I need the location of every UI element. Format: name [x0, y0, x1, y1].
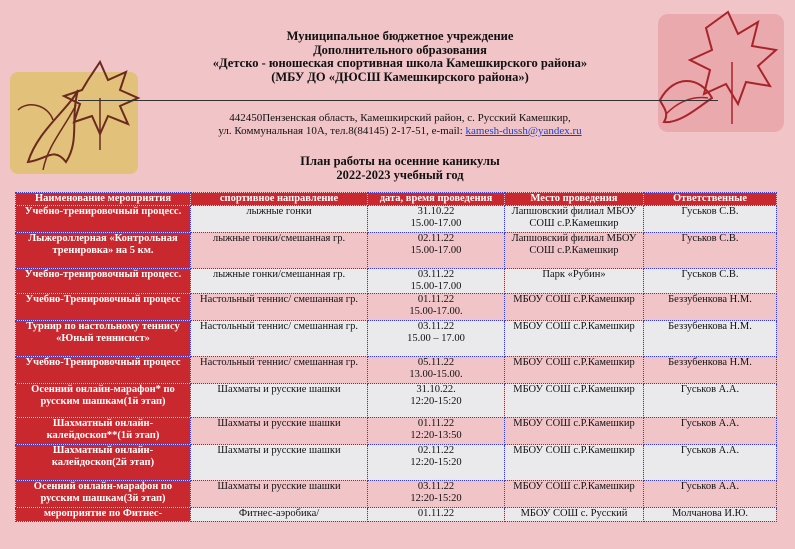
event-cell: Шахматный онлайн-калейдоскоп**(1й этап): [16, 418, 191, 445]
date-cell: [368, 321, 505, 357]
table-row: [16, 508, 777, 522]
date-cell: [368, 384, 505, 418]
event-cell: Осенний онлайн-марафон по русским шашкам(3й этап): [16, 481, 191, 508]
date-value: 03.11.22: [417, 321, 455, 332]
responsible-cell: Гуськов А.А.: [644, 384, 777, 418]
direction-cell: лыжные гонки: [191, 206, 368, 233]
plan-subtitle-line: 2022-2023 учебный год: [336, 167, 464, 182]
address-line-2-text: ул. Коммунальная 10А, тел.8(84145) 2-17-51, e-mail:: [218, 125, 466, 137]
address-line-2: [150, 125, 650, 138]
place-cell: Парк «Рубин»: [505, 269, 644, 294]
place-cell: МБОУ СОШ с.Р.Камешкир: [505, 481, 644, 508]
address-line-1: 442450Пензенская область, Камешкирский район, с. Русский Камешкир,: [229, 112, 571, 124]
time-value: 12:20-15:20: [410, 492, 462, 504]
place-cell: МБОУ СОШ с. Русский: [505, 508, 644, 522]
autumn-leaves-right-icon: [640, 4, 790, 139]
responsible-cell: Беззубенкова Н.М.: [644, 321, 777, 357]
date-cell: [368, 508, 505, 522]
responsible-cell: Беззубенкова Н.М.: [644, 294, 777, 321]
date-value: 01.11.22: [417, 294, 455, 305]
header-divider: [78, 100, 718, 101]
autumn-leaves-left-icon: [8, 50, 168, 180]
column-header-place: Место проведения: [505, 193, 644, 206]
direction-cell: Шахматы и русские шашки: [191, 481, 368, 508]
date-value: 02.11.22: [417, 445, 455, 456]
place-cell: МБОУ СОШ с.Р.Камешкир: [505, 445, 644, 481]
table-row: [16, 418, 777, 445]
responsible-cell: Гуськов С.В.: [644, 269, 777, 294]
date-cell: [368, 294, 505, 321]
place-cell: Лапшовский филиал МБОУ СОШ с.Р.Камешкир: [505, 233, 644, 269]
event-cell: Учебно-тренировочный процесс.: [16, 269, 191, 294]
time-value: 15.00 – 17.00: [407, 332, 465, 344]
date-value: 03.11.22: [417, 481, 455, 492]
table-row: [16, 294, 777, 321]
responsible-cell: Гуськов А.А.: [644, 445, 777, 481]
date-value: 05.11.22: [417, 357, 455, 368]
responsible-cell: Гуськов А.А.: [644, 481, 777, 508]
time-value: 15.00-17.00: [410, 280, 462, 292]
direction-cell: Настольный теннис/ смешанная гр.: [191, 357, 368, 384]
responsible-cell: Молчанова И.Ю.: [644, 508, 777, 522]
event-cell: мероприятие по Фитнес-: [16, 508, 191, 522]
table-header-row: [16, 193, 777, 206]
event-cell: Учебно-Тренировочный процесс: [16, 294, 191, 321]
header-line-1: Муниципальное бюджетное учреждение: [286, 29, 514, 43]
table-row: [16, 357, 777, 384]
event-cell: Учебно-Тренировочный процесс: [16, 357, 191, 384]
place-cell: МБОУ СОШ с.Р.Камешкир: [505, 321, 644, 357]
table-row: [16, 233, 777, 269]
time-value: 12:20-15:20: [410, 395, 462, 407]
date-cell: [368, 418, 505, 445]
direction-cell: Шахматы и русские шашки: [191, 384, 368, 418]
direction-cell: Шахматы и русские шашки: [191, 445, 368, 481]
responsible-cell: Гуськов С.В.: [644, 206, 777, 233]
date-cell: [368, 206, 505, 233]
table-row: [16, 206, 777, 233]
time-value: 12:20-13:50: [410, 429, 462, 441]
event-cell: Учебно-тренировочный процесс.: [16, 206, 191, 233]
date-value: 31.10.22: [417, 206, 455, 217]
address-block: [150, 112, 650, 138]
place-cell: МБОУ СОШ с.Р.Камешкир: [505, 384, 644, 418]
column-header-responsible: Ответственные: [644, 193, 777, 206]
institution-header: [170, 30, 630, 84]
table-row: [16, 321, 777, 357]
date-cell: [368, 481, 505, 508]
header-line-3: «Детско - юношеская спортивная школа Камешкирского района»: [212, 56, 588, 70]
column-header-event: Наименование мероприятия: [16, 193, 191, 206]
plan-title-line: План работы на осенние каникулы: [300, 154, 500, 168]
date-value: 01.11.22: [417, 508, 455, 519]
event-cell: Турнир по настольному теннису «Юный теннисист»: [16, 321, 191, 357]
date-value: 01.11.22: [417, 418, 455, 429]
direction-cell: Шахматы и русские шашки: [191, 418, 368, 445]
place-cell: МБОУ СОШ с.Р.Камешкир: [505, 418, 644, 445]
place-cell: МБОУ СОШ с.Р.Камешкир: [505, 357, 644, 384]
time-value: 15.00-17.00: [410, 217, 462, 229]
event-cell: Шахматный онлайн-калейдоскоп(2й этап): [16, 445, 191, 481]
direction-cell: Настольный теннис/ смешанная гр.: [191, 294, 368, 321]
plan-title: [200, 155, 600, 182]
direction-cell: лыжные гонки/смешанная гр.: [191, 233, 368, 269]
time-value: 13.00-15.00.: [409, 368, 463, 380]
event-cell: Лыжероллерная «Контрольная тренировка» на 5 км.: [16, 233, 191, 269]
place-cell: МБОУ СОШ с.Р.Камешкир: [505, 294, 644, 321]
column-header-direction: спортивное направление: [191, 193, 368, 206]
table-row: [16, 384, 777, 418]
time-value: 15.00-17.00: [410, 244, 462, 256]
header-line-4: (МБУ ДО «ДЮСШ Камешкирского района»): [271, 69, 529, 84]
responsible-cell: Беззубенкова Н.М.: [644, 357, 777, 384]
direction-cell: лыжные гонки/смешанная гр.: [191, 269, 368, 294]
column-header-date: дата, время проведения: [368, 193, 505, 206]
date-value: 03.11.22: [417, 269, 455, 280]
date-cell: [368, 233, 505, 269]
date-cell: [368, 445, 505, 481]
table-row: [16, 445, 777, 481]
responsible-cell: Гуськов А.А.: [644, 418, 777, 445]
date-cell: [368, 269, 505, 294]
table-row: [16, 481, 777, 508]
time-value: 15.00-17.00.: [409, 305, 463, 317]
direction-cell: Фитнес-аэробика/: [191, 508, 368, 522]
header-line-2: Дополнительного образования: [313, 42, 487, 57]
responsible-cell: Гуськов С.В.: [644, 233, 777, 269]
direction-cell: Настольный теннис/ смешанная гр.: [191, 321, 368, 357]
place-cell: Лапшовский филиал МБОУ СОШ с.Р.Камешкир: [505, 206, 644, 233]
date-cell: [368, 357, 505, 384]
event-cell: Осенний онлайн-марафон* по русским шашкам(1й этап): [16, 384, 191, 418]
table-row: [16, 269, 777, 294]
date-value: 02.11.22: [417, 233, 455, 244]
date-value: 31.10.22.: [416, 384, 456, 395]
email-link[interactable]: kamesh-dussh@yandex.ru: [465, 125, 582, 137]
schedule-table: [15, 192, 777, 522]
time-value: 12:20-15:20: [410, 456, 462, 468]
